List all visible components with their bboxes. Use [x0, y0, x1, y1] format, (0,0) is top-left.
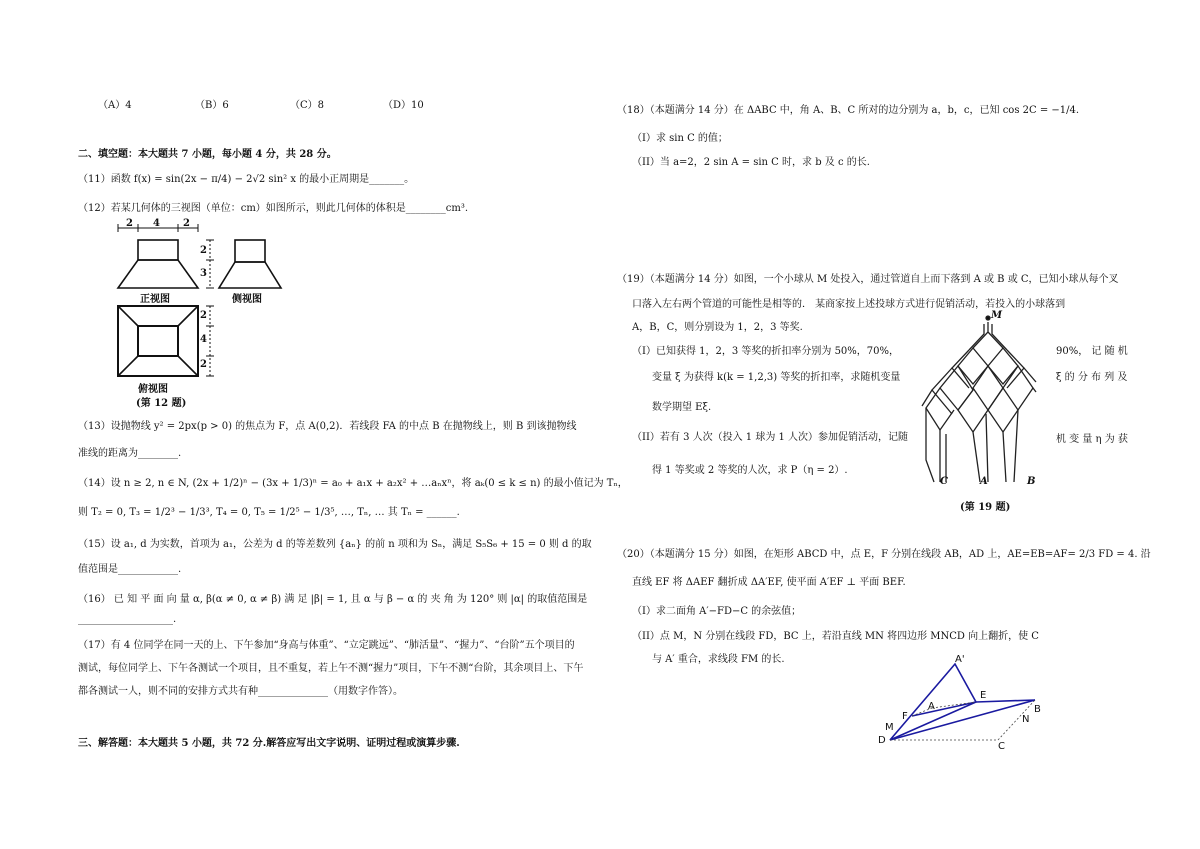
- question-14-line-1: （14）设 n ≥ 2, n ∈ N, (2x + 1/2)ⁿ − (3x + 1/3)ⁿ = a₀ + a₁x + a₂x² + …aₙxⁿ，将 aₖ(0 ≤ k ≤ n) 的最小值记为 Tₙ，: [78, 478, 628, 489]
- choice-d: （D）10: [383, 100, 424, 111]
- question-18-part-2: （II）当 a=2，2 sin A = sin C 时，求 b 及 c 的长.: [632, 157, 870, 168]
- question-20-part-1: （I）求二面角 A′−FD−C 的余弦值；: [632, 606, 802, 617]
- choice-a: （A）4: [98, 100, 132, 111]
- question-17: （17）有 4 位同学在同一天的上、下午参加“身高与体重”、“立定跳远”、“肺活量”、“握力”、“台阶”五个项目的测试，每位同学上、下午各测试一个项目，且不重复，若上午不测“握力”项目，下午不测“台阶，其余项目上、下午都各测试一人，则不同的安排方式共有种______________（用数字作答）。: [78, 640, 584, 697]
- question-19-line-1: （19）（本题满分 14 分）如图，一个小球从 M 处投入，通过管道自上而下落到 A 或 B 或 C，已知小球从每个叉: [617, 274, 1119, 285]
- question-18-part-1: （I）求 sin C 的值；: [632, 133, 728, 144]
- point-f-label: F: [902, 711, 908, 722]
- point-e-label: E: [980, 690, 987, 701]
- question-19-part-1-e: 数学期望 Eξ.: [652, 402, 712, 413]
- point-m-label-20: M: [885, 722, 894, 733]
- question-19-part-1-d: ξ 的 分 布 列 及: [1056, 372, 1128, 383]
- question-13-line-2: 准线的距离为________.: [78, 448, 182, 459]
- question-20-line-2: 直线 EF 将 ΔAEF 翻折成 ΔA′EF, 使平面 A′EF ⊥ 平面 BEF.: [632, 577, 906, 588]
- choice-b: （B）6: [195, 100, 229, 111]
- question-19-part-1-c: 变量 ξ 为获得 k(k = 1,2,3) 等奖的折扣率，求随机变量: [652, 372, 901, 383]
- dim-top-left: 2: [126, 218, 133, 229]
- folded-rectangle-figure: [870, 650, 1050, 755]
- outlet-a-label: A: [980, 476, 988, 487]
- point-n-label: N: [1022, 714, 1030, 725]
- point-c-label: C: [998, 741, 1005, 752]
- plan-view-label: 俯视图: [138, 384, 168, 395]
- question-19-part-1-a: （I）已知获得 1，2，3 等奖的折扣率分别为 50%，70%，: [632, 346, 900, 357]
- dim-top-mid: 4: [153, 218, 160, 229]
- question-16-line-1: （16） 已 知 平 面 向 量 α, β(α ≠ 0, α ≠ β) 满 足 |β| = 1, 且 α 与 β − α 的 夹 角 为 120° 则 |α| 的取值范围是: [78, 594, 588, 605]
- dim-plan-upper: 2: [200, 310, 207, 321]
- dim-plan-lower: 2: [200, 359, 207, 370]
- point-d-label: D: [878, 735, 886, 746]
- question-20-part-2-a: （II）点 M，N 分别在线段 FD，BC 上，若沿直线 MN 将四边形 MNCD 向上翻折，使 C: [632, 631, 1039, 642]
- dim-front-upper: 2: [200, 245, 207, 256]
- dim-front-lower: 3: [200, 268, 207, 279]
- point-a-prime-label: A': [955, 654, 965, 665]
- question-20-line-1: （20）（本题满分 15 分）如图，在矩形 ABCD 中，点 E，F 分别在线段 AB，AD 上，AE=EB=AF= 2/3 FD = 4. 沿: [617, 549, 1151, 560]
- question-15-line-1: （15）设 a₁, d 为实数，首项为 a₁，公差为 d 的等差数列 {aₙ} 的前 n 项和为 Sₙ，满足 S₅S₆ + 15 = 0 则 d 的取: [78, 539, 592, 550]
- question-19-part-2-a: （II）若有 3 人次（投入 1 球为 1 人次）参加促销活动，记随: [632, 432, 909, 443]
- point-m-label: M: [991, 310, 1003, 321]
- point-b-label: B: [1034, 704, 1041, 715]
- question-19-part-1-b: 90%， 记 随 机: [1056, 346, 1128, 357]
- question-14-line-2: 则 T₂ = 0, T₃ = 1/2³ − 1/3³, T₄ = 0, T₅ = 1/2⁵ − 1/3⁵, …, Tₙ, … 其 Tₙ = ______.: [78, 507, 460, 518]
- side-view-shape: [215, 238, 285, 290]
- question-16-line-2: ___________________.: [78, 614, 177, 625]
- point-a-label: A: [928, 701, 935, 712]
- question-19-line-2: 口落入左右两个管道的可能性是相等的． 某商家按上述投球方式进行促销活动，若投入的小球落到: [632, 299, 1066, 310]
- choice-c: （C）8: [290, 100, 325, 111]
- question-12: （12）若某几何体的三视图（单位：cm）如图所示，则此几何体的体积是________cm³.: [78, 203, 469, 214]
- question-19-line-3: A，B，C，则分别设为 1，2，3 等奖.: [632, 322, 803, 333]
- question-20-part-2-b: 与 A′ 重合，求线段 FM 的长.: [652, 654, 785, 665]
- figure-19-caption: (第 19 题): [960, 502, 1011, 513]
- question-11: （11）函数 f(x) = sin(2x − π/4) − 2√2 sin² x 的最小正周期是_______。: [78, 174, 415, 185]
- section-2-title: 二、填空题：本大题共 7 小题，每小题 4 分，共 28 分。: [78, 149, 337, 160]
- question-19-part-2-c: 得 1 等奖或 2 等奖的人次，求 P（η = 2）.: [652, 465, 848, 476]
- side-view-label: 侧视图: [232, 294, 262, 305]
- question-18-line-1: （18）（本题满分 14 分）在 ΔABC 中，角 A、B、C 所对的边分别为 a，b，c，已知 cos 2C = −1/4.: [617, 105, 1080, 116]
- dim-plan-mid: 4: [200, 334, 207, 345]
- front-view-label: 正视图: [140, 294, 170, 305]
- pipe-maze-figure: [918, 310, 1038, 492]
- three-views-figure: [110, 218, 230, 408]
- question-15-line-2: 值范围是____________.: [78, 564, 182, 575]
- figure-12-caption: (第 12 题): [136, 398, 187, 409]
- question-13-line-1: （13）设抛物线 y² = 2px(p > 0) 的焦点为 F，点 A(0,2)．若线段 FA 的中点 B 在抛物线上，则 B 到该抛物线: [78, 421, 577, 432]
- section-3-title: 三、解答题：本大题共 5 小题，共 72 分.解答应写出文字说明、证明过程或演算步骤.: [78, 738, 460, 749]
- dim-top-right: 2: [183, 218, 190, 229]
- outlet-c-label: C: [940, 476, 948, 487]
- question-19-part-2-b: 机 变 量 η 为 获: [1056, 434, 1128, 445]
- outlet-b-label: B: [1027, 476, 1036, 487]
